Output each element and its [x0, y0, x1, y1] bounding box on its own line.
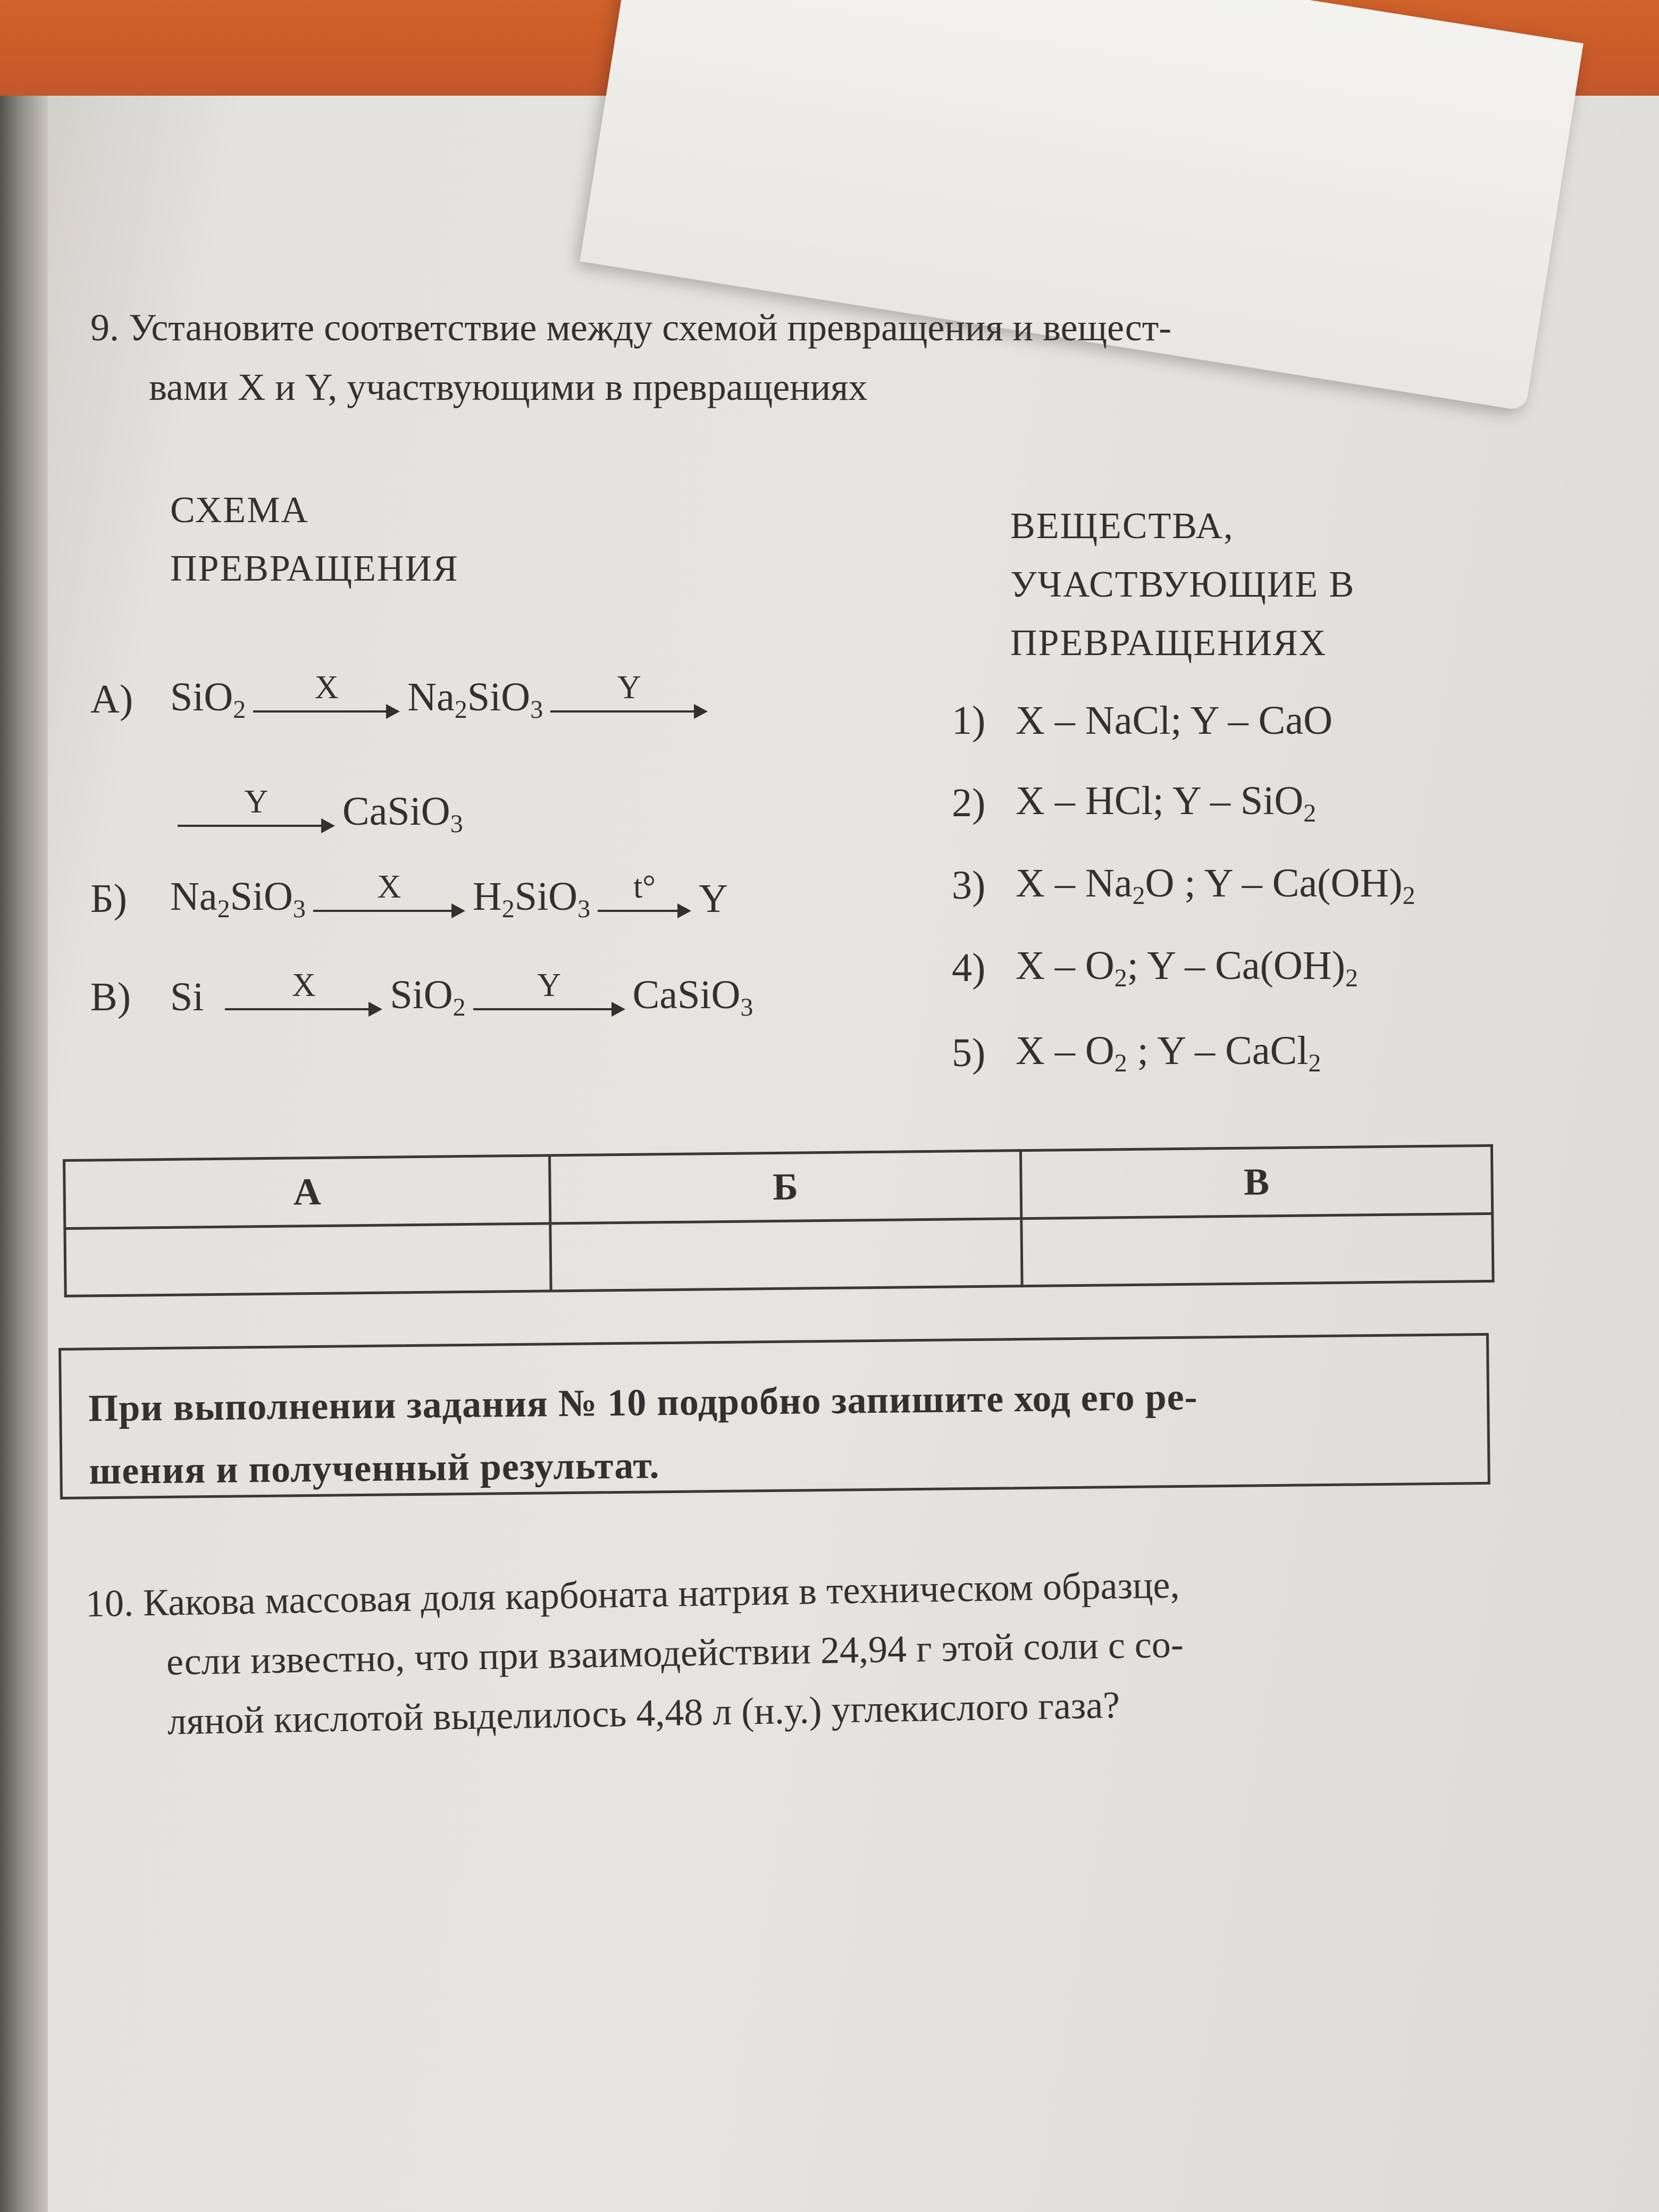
arrow-reagent: Y — [537, 967, 562, 1003]
question-9-line-2: вами X и Y, участвующими в превращениях — [149, 366, 868, 408]
heading-line: ПРЕВРАЩЕНИЯХ — [1010, 623, 1327, 664]
arrow-reagent: Y — [244, 784, 269, 820]
reaction-arrow — [598, 870, 691, 918]
answer-header-a: А — [64, 1155, 550, 1228]
option-text: X – $Na_2O$ ; Y – $Ca(OH)_2$ — [1016, 861, 1415, 910]
formula: Y — [699, 876, 728, 921]
answer-header-v: В — [1020, 1145, 1492, 1218]
scheme-label: А) — [90, 676, 133, 722]
scheme-label: Б) — [90, 876, 127, 921]
scheme-b — [90, 869, 728, 928]
question-9-line-1: 9. Установите соответствие между схемой превращения и вещест- — [90, 306, 1172, 349]
option-3 — [952, 856, 1415, 915]
arrow-reagent: X — [292, 967, 316, 1003]
option-1 — [952, 691, 1333, 750]
formula: SiO$_2$ — [390, 973, 466, 1021]
reaction-arrow — [178, 785, 335, 833]
question-10-line-2: если известно, что при взаимодействии 24,94 г этой соли с со- — [166, 1622, 1184, 1683]
option-text: X – NaCl; Y – CaO — [1016, 698, 1333, 743]
instruction-box — [58, 1333, 1490, 1499]
scheme-a-continuation — [170, 784, 463, 843]
question-10-line-1: 10. Какова массовая доля карбоната натрия в техническом образце, — [85, 1563, 1180, 1625]
arrow-reagent: X — [377, 869, 401, 905]
arrow-condition: t° — [633, 869, 656, 905]
heading-line: ПРЕВРАЩЕНИЯ — [170, 548, 459, 589]
formula: Si — [170, 974, 204, 1019]
heading-line: ВЕЩЕСТВА, — [1010, 506, 1234, 547]
question-10-line-3: ляной кислотой выделилось 4,48 л (н.у.) углекислого газа? — [167, 1683, 1120, 1743]
formula: $H_2SiO_3$ — [472, 874, 591, 923]
answer-cell-a[interactable] — [65, 1223, 551, 1296]
reaction-arrow — [225, 969, 382, 1017]
scheme-label: В) — [90, 974, 131, 1019]
answer-cell-b[interactable] — [550, 1218, 1022, 1291]
option-5 — [952, 1024, 1321, 1082]
option-number: 3) — [952, 862, 986, 908]
question-9 — [90, 298, 1473, 417]
scheme-a — [90, 670, 715, 728]
instruction-line-2: шения и полученный результат. — [89, 1444, 660, 1493]
question-10 — [85, 1555, 1185, 1753]
option-4 — [952, 939, 1358, 997]
answer-cell-v[interactable] — [1021, 1213, 1493, 1286]
formula: CaSiO$_3$ — [632, 973, 753, 1021]
option-number: 4) — [952, 945, 986, 990]
reaction-arrow — [550, 671, 708, 719]
reaction-arrow — [253, 671, 400, 719]
formula: $Na_2SiO_3$ — [170, 874, 306, 923]
option-text: X – $O_2$; Y – $Ca(OH)_2$ — [1016, 943, 1358, 992]
heading-line: УЧАСТВУЮЩИЕ В — [1010, 564, 1355, 605]
formula: CaSiO$_3$ — [342, 789, 463, 838]
arrow-reagent: Y — [617, 669, 641, 706]
option-text: X – HCl; Y – SiO$_2$ — [1016, 778, 1317, 827]
option-number: 1) — [952, 698, 986, 743]
option-2 — [952, 774, 1316, 832]
option-number: 2) — [952, 780, 986, 825]
reaction-arrow — [473, 969, 625, 1017]
reaction-arrow — [313, 870, 465, 918]
scheme-v — [90, 968, 753, 1026]
option-number: 5) — [952, 1030, 986, 1075]
option-text: X – $O_2$ ; Y – CaCl$_2$ — [1016, 1028, 1321, 1077]
instruction-line-1: При выполнении задания № 10 подробно запишите ход его ре- — [88, 1375, 1198, 1430]
answer-table — [63, 1144, 1495, 1297]
arrow-reagent: X — [314, 669, 339, 706]
answer-header-b: Б — [549, 1151, 1021, 1224]
formula: $Na_2SiO_3$ — [407, 675, 543, 724]
answer-table-value-row — [65, 1213, 1493, 1296]
formula: SiO$_2$ — [170, 675, 246, 724]
schema-column-heading — [170, 481, 459, 598]
heading-line: СХЕМА — [170, 490, 309, 531]
substances-column-heading — [1010, 497, 1355, 673]
